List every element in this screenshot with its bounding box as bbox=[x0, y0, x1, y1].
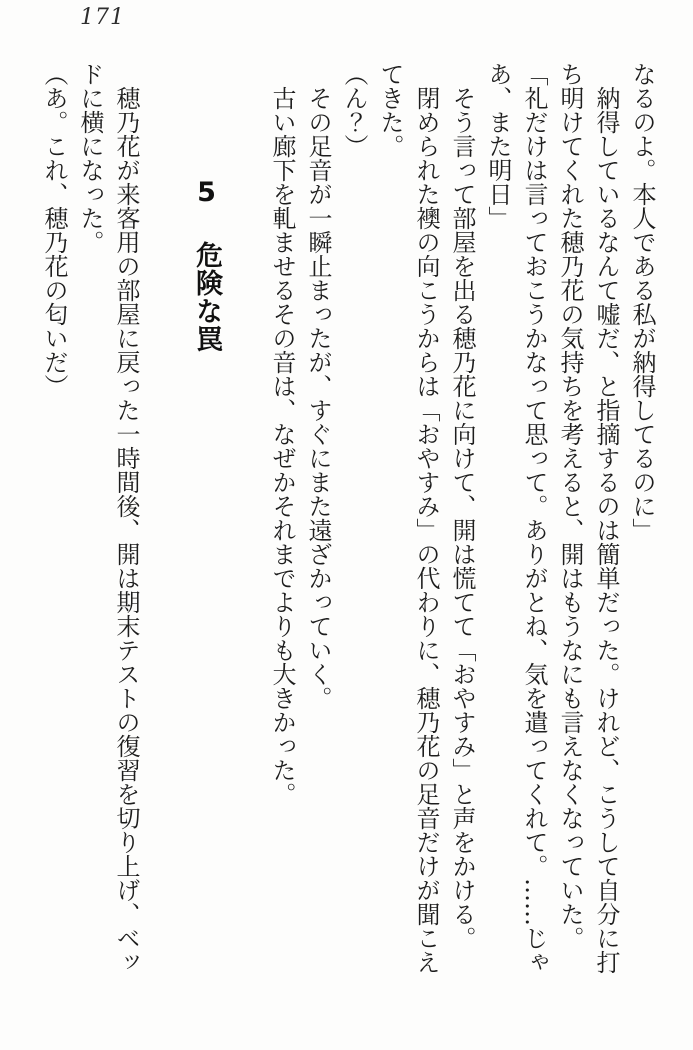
paragraph-dialogue: 「礼だけは言っておこうかなって思って。ありがとね、気を遣ってくれて。……じゃあ、また明日」 bbox=[484, 62, 548, 974]
paragraph: 穂乃花が来客用の部屋に戻った一時間後、開は期末テストの復習を切り上げ、ベッドに横になった。 bbox=[76, 62, 140, 974]
page-text bbox=[36, 62, 660, 982]
paragraph: その足音が一瞬止まったが、すぐにまた遠ざかっていく。 bbox=[304, 62, 332, 710]
paragraph: そう言って部屋を出る穂乃花に向けて、開は慌てて「おやすみ」と声をかける。 bbox=[448, 62, 476, 950]
paragraph: 納得しているなんて嘘だ、と指摘するのは簡単だった。けれど、こうして自分に打ち明けてくれた穂乃花の気持ちを考えると、開はもうなにも言えなくなっていた。 bbox=[556, 62, 620, 974]
page-number: 171 bbox=[80, 5, 125, 30]
paragraph-thought: （ん？） bbox=[340, 62, 368, 158]
paragraph: 古い廊下を軋ませるその音は、なぜかそれまでよりも大きかった。 bbox=[268, 62, 296, 806]
chapter-heading: 5 危険な罠 bbox=[191, 177, 222, 353]
paragraph: 閉められた襖の向こうからは「おやすみ」の代わりに、穂乃花の足音だけが聞こえてきた。 bbox=[376, 62, 440, 974]
paragraph-thought: （あ。これ、穂乃花の匂いだ） bbox=[40, 62, 68, 398]
paragraph: なるのよ。本人である私が納得してるのに」 bbox=[628, 62, 656, 542]
